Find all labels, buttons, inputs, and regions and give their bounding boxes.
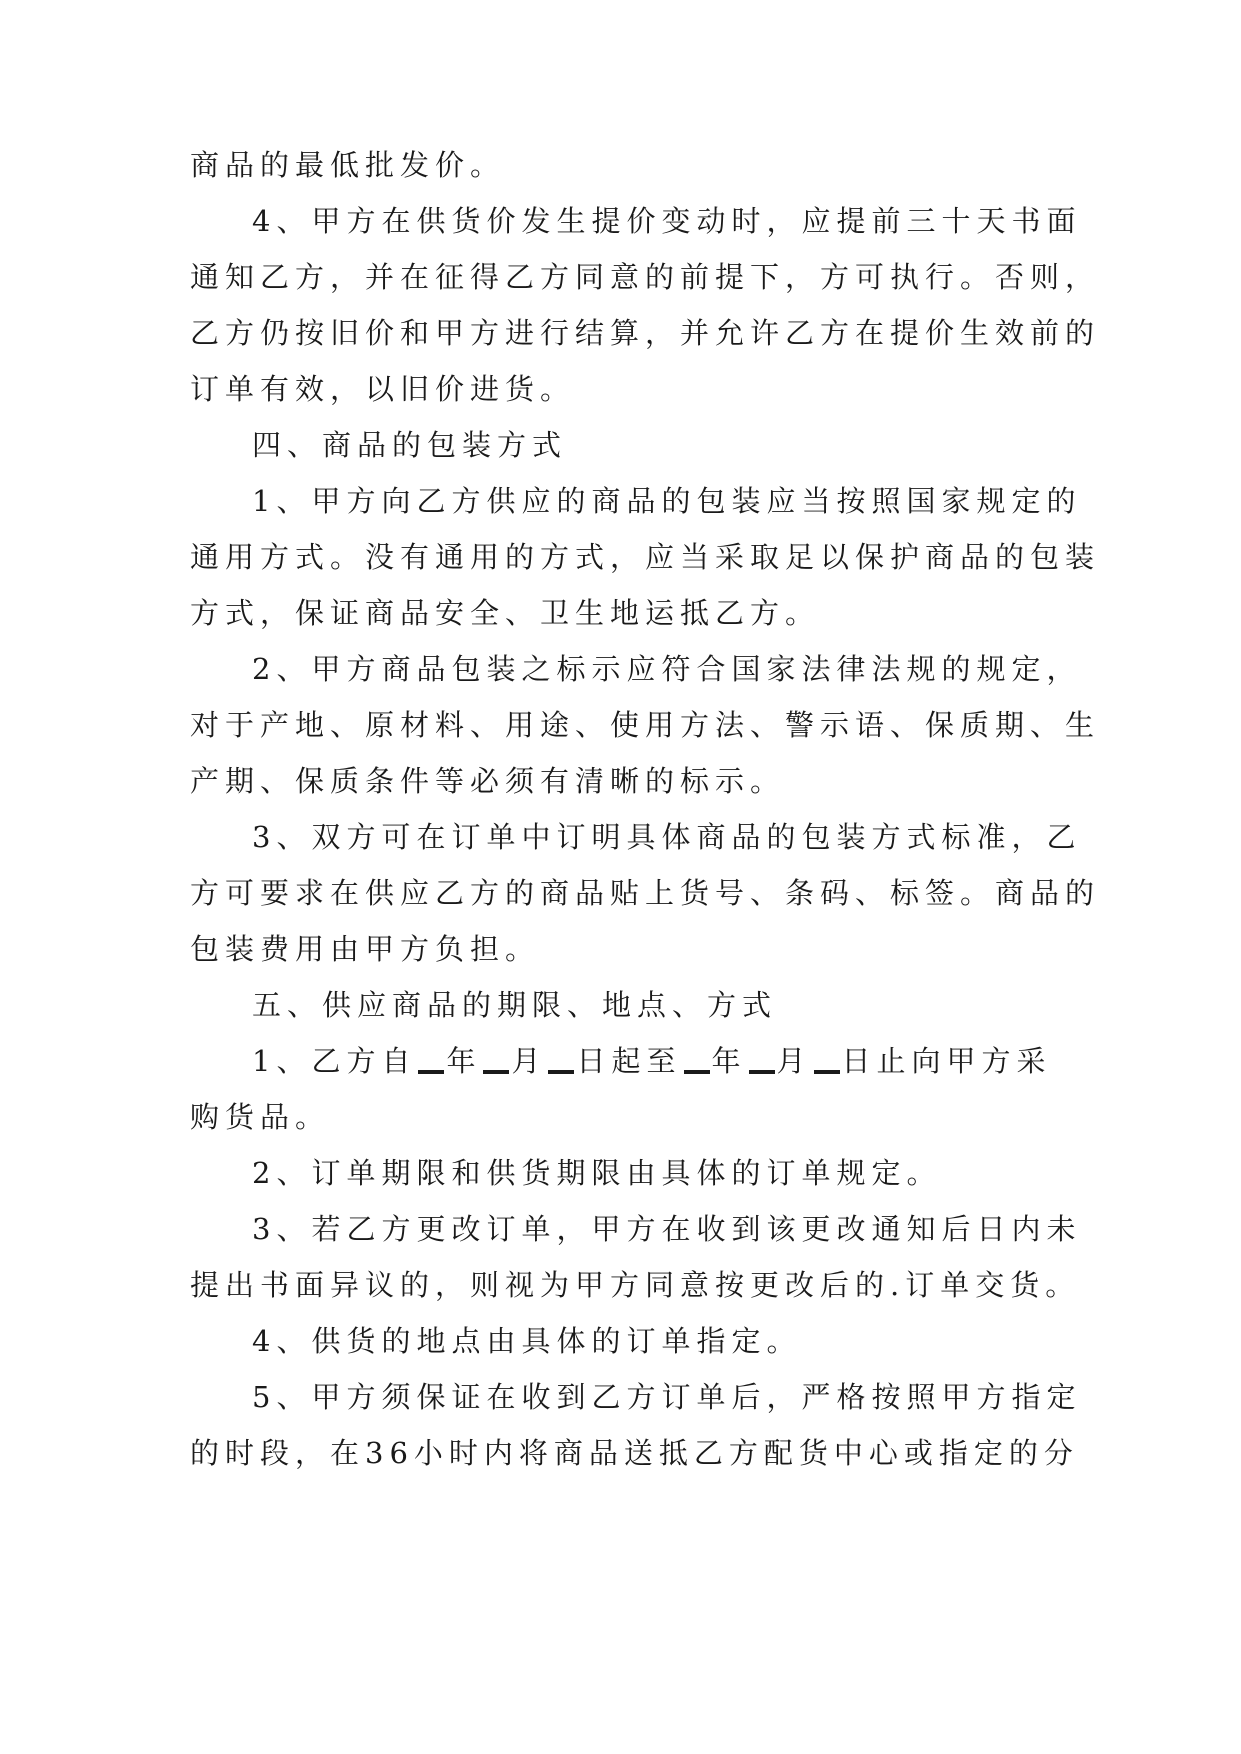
period-text: 月 bbox=[776, 1044, 812, 1078]
text-line: 乙方仍按旧价和甲方进行结算，并允许乙方在提价生效前的 bbox=[190, 316, 1101, 350]
text-line: 的时段，在36小时内将商品送抵乙方配货中心或指定的分 bbox=[190, 1436, 1079, 1470]
text-line: 方式，保证商品安全、卫生地运抵乙方。 bbox=[190, 596, 821, 630]
blank-underline bbox=[548, 1070, 574, 1074]
period-text: 1、乙方自 bbox=[252, 1044, 417, 1078]
text-line: 4、供货的地点由具体的订单指定。 bbox=[252, 1324, 802, 1358]
text-line: 3、双方可在订单中订明具体商品的包装方式标准，乙 bbox=[252, 820, 1082, 854]
section-heading: 四、商品的包装方式 bbox=[252, 428, 568, 462]
text-line: 通用方式。没有通用的方式，应当采取足以保护商品的包装 bbox=[190, 540, 1101, 574]
text-line: 5、甲方须保证在收到乙方订单后，严格按照甲方指定 bbox=[252, 1380, 1082, 1414]
period-line bbox=[252, 1041, 1132, 1081]
text-line: 2、甲方商品包装之标示应符合国家法律法规的规定， bbox=[252, 652, 1082, 686]
blank-underline bbox=[418, 1070, 444, 1074]
text-line: 订单有效，以旧价进货。 bbox=[190, 372, 576, 406]
text-line: 购货品。 bbox=[190, 1100, 331, 1134]
section-heading: 五、供应商品的期限、地点、方式 bbox=[252, 988, 778, 1022]
text-line: 通知乙方，并在征得乙方同意的前提下，方可执行。否则， bbox=[190, 260, 1101, 294]
text-line: 4、甲方在供货价发生提价变动时，应提前三十天书面 bbox=[252, 204, 1082, 238]
text-line: 2、订单期限和供货期限由具体的订单规定。 bbox=[252, 1156, 942, 1190]
text-line: 提出书面异议的，则视为甲方同意按更改后的.订单交货。 bbox=[190, 1268, 1081, 1302]
blank-underline bbox=[814, 1070, 840, 1074]
period-text: 日止向甲方采 bbox=[841, 1044, 1052, 1078]
period-text: 年 bbox=[446, 1044, 482, 1078]
period-text: 年 bbox=[711, 1044, 747, 1078]
text-line: 包装费用由甲方负担。 bbox=[190, 932, 541, 966]
text-line: 1、甲方向乙方供应的商品的包装应当按照国家规定的 bbox=[252, 484, 1082, 518]
text-line: 对于产地、原材料、用途、使用方法、警示语、保质期、生 bbox=[190, 708, 1101, 742]
text-line: 产期、保质条件等必须有清晰的标示。 bbox=[190, 764, 786, 798]
period-text: 月 bbox=[511, 1044, 547, 1078]
blank-underline bbox=[684, 1070, 710, 1074]
blank-underline bbox=[749, 1070, 775, 1074]
period-text: 日起至 bbox=[576, 1044, 682, 1078]
blank-underline bbox=[483, 1070, 509, 1074]
text-line: 3、若乙方更改订单，甲方在收到该更改通知后日内未 bbox=[252, 1212, 1082, 1246]
text-line: 方可要求在供应乙方的商品贴上货号、条码、标签。商品的 bbox=[190, 876, 1101, 910]
text-line: 商品的最低批发价。 bbox=[190, 148, 506, 182]
